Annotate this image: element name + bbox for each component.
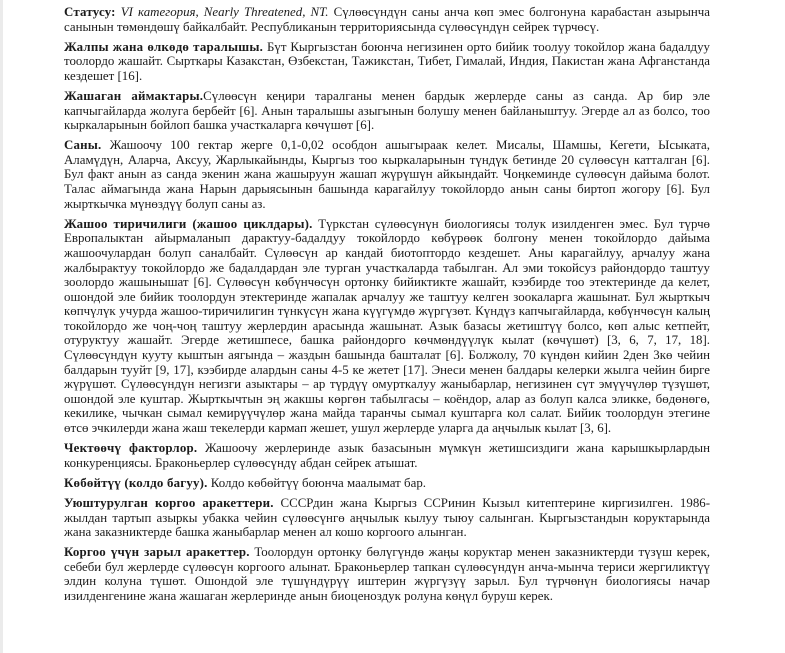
paragraph-protection-measures [64,496,710,540]
paragraph-heading: Жашаган аймактары. [64,88,204,103]
paragraph-heading: Коргоо үчүн зарыл аракеттер. [64,545,250,560]
paragraph-limiting-factors [64,441,710,470]
paragraph-population [64,138,710,211]
paragraph-heading: Уюштурулган коргоо аракеттери. [64,495,274,510]
paragraph-necessary-actions [64,545,710,603]
paragraph-body: Жашоочу жерлеринде азык базасынын мүмкүн жетишсиздиги жана карышкырлардын конкуренциясы. Браконьерлер сүлөөсүндү абдан сейрек атышат. [64,441,710,470]
paragraph-distribution [64,40,710,84]
paragraph-body: Колдо көбөйтүү боюнча маалымат бар. [210,475,426,490]
paragraph-body: Жашоочу 100 гектар жерге 0,1-0,02 особдон ашыгыраак келет. Мисалы, Шамшы, Кегети, Ысыката, Аламүдүн, Аларча, Аксуу, Жарлыкайынды, Кыргыз тоо кыркаларынын түндүк бетинде 20 сүлөөсүн катталган [6]. Бул факт анын аз санда экенин жана жашыруун жашап жүрүшүн айкындайт. Чоңкеминде сүлөөсүн дайыма болот. Талас аймагында жана Нарын дарыясынын башында карагайлуу токойлордо анын саны биртоп жогору [6]. Бул жырткычка мүнөздүү болуп саны аз. [64,138,710,211]
paragraph-life-cycle [64,217,710,436]
paragraph-heading: Жалпы жана өлкөдө таралышы. [64,39,264,54]
status-category-italic: VI категория, Nearly Threatened, NT. [120,5,329,19]
paragraph-heading: Жашоо тиричилиги (жашоо циклдары). [64,216,313,231]
paragraph-heading: Статусу: [64,5,116,19]
paragraph-status [64,5,710,34]
paragraph-heading: Саны. [64,138,102,153]
paragraph-heading: Чектөөчү факторлор. [64,441,198,456]
paragraph-body: Түркстан сүлөөсүнүн биологиясы толук изилденген эмес. Бул түрчө Европалыктан айырмаланып дарактуу-бадалдуу токойлордо көбүрөөк болгону менен токойлордо дайыма жашоочулардан болуп саналбайт. Сүлөөсүн ар кандай биотоптордо кездешет. Аны карагайлуу, арчалуу жана жалбырактуу токойлордо же бадалдардан эле турган участкаларда табылган. Ал эми токойсуз райондордо таштуу зоолордо жашынышат [6]. Сүлөөсүн көбүнчөсүн ортонку бийиктикте жашайт, кээбирде тоо этектеринде да келет, ошондой эле бийик тоолордун этектеринде жапалак арчалуу же таштуу келген зоокаларга жашынат. Бул жырткыч көпчүлүк учурда жашоо-тиричилигин түнкүсүн жана күүгүмдө жүргүзөт. Күндүз капчыгайларда, көбүнчөсүн калың токойлордо же чоң-чоң таштуу жерлердин арасында жашынат. Азык базасы жетиштүү болсо, көп алыс кетпейт, отуруктуу жашайт. Эгерде жетишпесе, башка райондорго көчмөндүүлүк кылат (көчүшөт) [3, 6, 7, 17, 18]. Сүлөөсүндүн кууту кыштын аягында – жаздын башында башталат [6]. Болжолу, 70 күндөн кийин 2ден 3кө чейин балдарын тууйт [9, 17], кээбирде алардын саны 4-5 ке жетет [17]. Энеси менен балдары келерки жылга чейин бирге жүрүшөт. Сүлөөсүндүн негизги азыктары – ар түрдүү омурткалуу жаныбарлар, негизинен сүт эмүүчүлөр түзүшөт, ошондой эле куштар. Жырткычтын эң жакшы көргөн табылгасы – коёндор, алар аз болуп калса эликке, бөдөнөгө, кекилике, чычкан сымал кемирүүчүлөр жана майда таранчы сымал куштарга кол салат. Бийик тоолордун этегине өтсө эчкилерди жана жаш текелерди кармап жешет, ушул жерлерде уларга да аңчылык кылат [3, 6]. [64,216,710,436]
paragraph-body: Тоолордун ортонку бөлүгүндө жаңы коруктар менен заказниктерди түзүш керек, себеби бул жерлерде сүлөөсүн коргоого алынат. Браконьерлер тапкан сүлөөсүндүн анча-мынча териси жергиликтүү элдин колуна түшөт. Ошондой эле түшүндүрүү иштерин жүргүзүү зарыл. Бул түрчөнүн биологиясы начар изилденгенине жана жашаган жерлеринде анын биоценоздук ролуна көңүл буруш керек. [64,545,710,603]
paragraph-body: СССРдин жана Кыргыз ССРинин Кызыл китептерине киргизилген. 1986-жылдан тартып азыркы убакка чейин сүлөөсүнгө аңчылык кылуу тыюу салынган. Кыргызстандын коруктарында жана заказниктерде башка жаныбарлар менен ал кошо коргоого алынган. [64,495,711,540]
paragraph-body: Бүт Кыргызстан боюнча негизинен орто бийик тоолуу токойлор жана бадалдуу тоолордо жашайт. Сырткары Казакстан, Өзбекстан, Тажикстан, Тибет, Гималай, Индия, Пакистан жана Афганстанда кездешет [16]. [64,39,710,83]
paragraph-body: Сүлөөсүндүн саны анча көп эмес болгонуна карабастан азырынча санынын төмөндөшү байкалбайт. Республиканын территориясында сүлөөсүндүн сейрек түрчөсү. [64,5,710,34]
paragraph-breeding [64,476,710,491]
page-edge-strip [0,0,3,653]
paragraph-body: Сүлөөсүн кеңири таралганы менен бардык жерлерде саны аз санда. Ар бир эле капчыгайларда жолуга бербейт [6]. Анын таралышы азыгынын болушу менен байланыштуу. Эгерде ал аз болсо, тоо кыркаларынын бойлоп башка участкаларга көчүшөт [6]. [64,88,710,133]
paragraph-heading: Көбөйтүү (колдо багуу). [64,475,208,490]
paragraph-habitat [64,89,710,133]
